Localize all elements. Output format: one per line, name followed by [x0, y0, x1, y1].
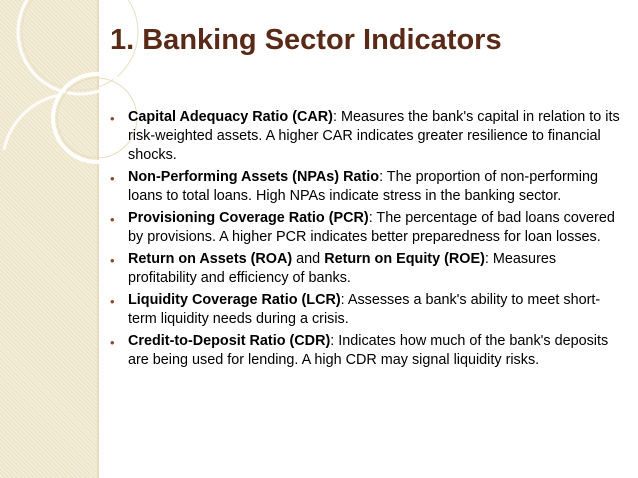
bullet-dot-icon: • — [110, 253, 115, 268]
indicator-description: : Measures profitability and efficiency of banks. — [128, 251, 557, 286]
bullet-dot-icon: • — [110, 335, 115, 350]
indicator-term: Non-Performing Assets (NPAs) Ratio — [128, 169, 380, 185]
bullet-dot-icon: • — [110, 111, 115, 126]
decorative-side-band — [0, 0, 97, 478]
indicator-term: Return on Assets (ROA) — [128, 251, 293, 267]
bullet-dot-icon: • — [110, 294, 115, 309]
indicator-term: Return on Equity (ROE) — [324, 251, 485, 267]
indicator-term: Liquidity Coverage Ratio (LCR) — [128, 292, 341, 308]
bullet-item — [110, 108, 620, 165]
indicator-description: : Measures the bank's capital in relation to its risk-weighted assets. A higher CAR indicates greater resilience to financial shocks. — [128, 109, 620, 163]
bullet-item — [110, 291, 620, 329]
bullet-item — [110, 209, 620, 247]
indicator-description: : The proportion of non-performing loans to total loans. High NPAs indicate stress in the banking sector. — [128, 169, 598, 204]
indicator-description: : Assesses a bank's ability to meet short-term liquidity needs during a crisis. — [128, 292, 601, 327]
indicator-description: : The percentage of bad loans covered by provisions. A higher PCR indicates better preparedness for loan losses. — [128, 210, 615, 245]
indicator-term: Credit-to-Deposit Ratio (CDR) — [128, 333, 331, 349]
bullet-dot-icon: • — [110, 171, 115, 186]
bullet-item — [110, 332, 620, 370]
bullet-item — [110, 168, 620, 206]
indicator-description: : Indicates how much of the bank's deposits are being used for lending. A high CDR may signal liquidity risks. — [128, 333, 609, 368]
side-band-edge — [97, 0, 99, 478]
slide-title: 1. Banking Sector Indicators — [110, 24, 502, 56]
bullet-list — [110, 108, 620, 373]
bullet-item — [110, 250, 620, 288]
indicator-term: Provisioning Coverage Ratio (PCR) — [128, 210, 369, 226]
indicator-term: Capital Adequacy Ratio (CAR) — [128, 109, 333, 125]
indicator-description: and — [292, 251, 325, 267]
bullet-dot-icon: • — [110, 212, 115, 227]
